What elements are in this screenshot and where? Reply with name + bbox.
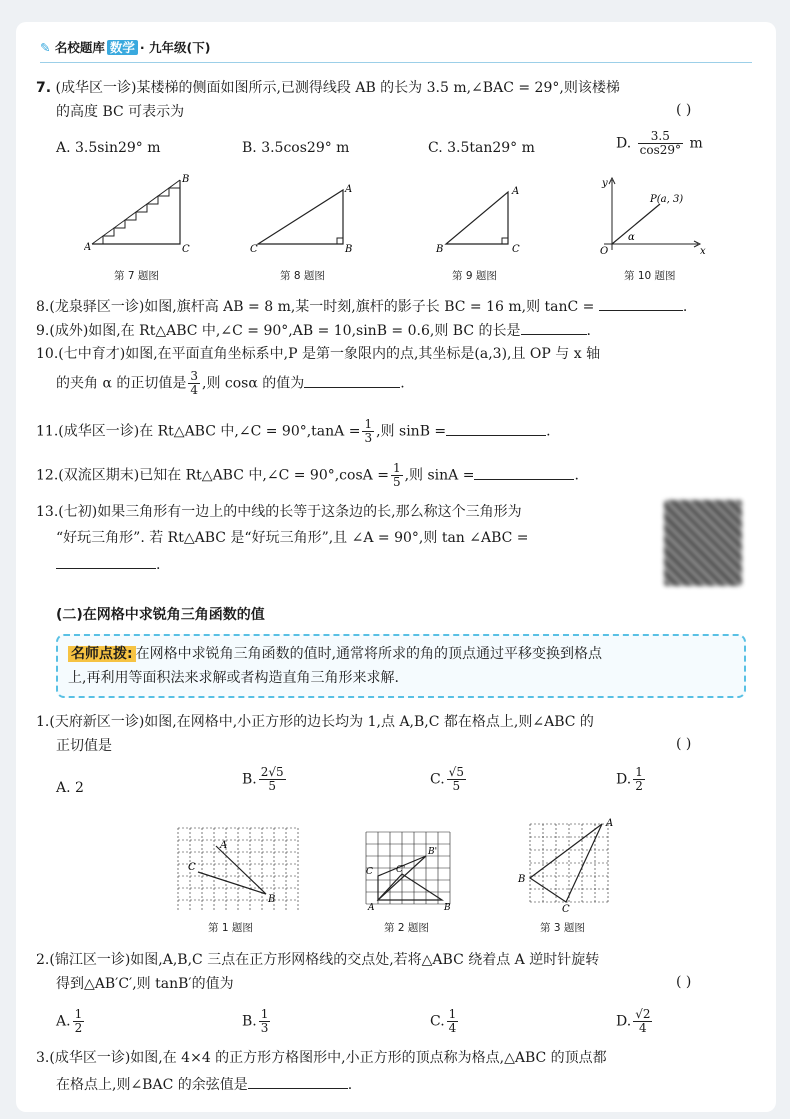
- fig10-label-alpha: α: [628, 232, 635, 243]
- q13-answer-blank[interactable]: [56, 554, 156, 569]
- fig8-label-c: C: [250, 244, 258, 254]
- question-8: 8.(龙泉驿区一诊)如图,旗杆高 AB = 8 m,某一时刻,旗杆的影子长 BC = 16 m,则 tanC = .: [36, 296, 687, 317]
- question-7-line1: 7. (成华区一诊)某楼梯的侧面如图所示,已测得线段 AB 的长为 3.5 m,∠BAC = 29°,则该楼梯: [36, 80, 620, 96]
- grid-question-2-line2: 得到△AB′C′,则 tanB′的值为: [56, 976, 234, 992]
- q12-answer-blank[interactable]: [474, 465, 574, 480]
- header-brand: 名校题库: [54, 40, 105, 55]
- question-12: 12.(双流区期末)已知在 Rt△ABC 中,∠C = 90°,cosA = $\frac{1}{5}$ ,则 sinA = .: [36, 461, 579, 489]
- g3-answer-blank[interactable]: [248, 1074, 348, 1089]
- question-13-line3: .: [56, 554, 160, 575]
- question-10-line2: 的夹角 α 的正切值是 $\frac{3}{4}$ ,则 cosα 的值为 .: [56, 369, 405, 397]
- q7-option-a: A. 3.5sin29° m: [56, 140, 161, 156]
- fig9-label-a: A: [512, 186, 520, 197]
- grid-question-1-line1: 1.(天府新区一诊)如图,在网格中,小正方形的边长均为 1,点 A,B,C 都在格点上,则∠ABC 的: [36, 714, 594, 730]
- grid-question-3-line2: 在格点上,则∠BAC 的余弦值是 .: [56, 1074, 352, 1095]
- section-title: (二)在网格中求锐角三角函数的值: [56, 607, 265, 623]
- answer-paren: ( ): [676, 736, 692, 752]
- q7-option-c: C. 3.5tan29° m: [428, 140, 535, 156]
- page-header: [40, 38, 210, 56]
- book-icon: ✎: [40, 40, 51, 55]
- q9-answer-blank[interactable]: [521, 320, 587, 335]
- fig7-label-a: A: [84, 242, 92, 252]
- header-subject: 数学: [107, 40, 138, 55]
- fig10-label-x: x: [700, 246, 706, 257]
- page: [16, 22, 776, 1112]
- g3-fig-label-b: B: [518, 874, 526, 885]
- figure-7-caption: 第 7 题图: [114, 270, 159, 282]
- g1-option-c: C. $\frac{√5}{5}$: [430, 765, 464, 793]
- figure-g2-grid: [362, 830, 454, 914]
- g2-option-a: A. $\frac{1}{2}$: [56, 1007, 83, 1035]
- tip-line1: 名师点拨: 在网格中求锐角三角函数的值时,通常将所求的角的顶点通过平移变换到格点: [68, 644, 602, 664]
- g2-fig-label-a: A: [368, 903, 375, 913]
- q11-answer-blank[interactable]: [446, 421, 546, 436]
- g1-option-b: B. $\frac{2√5}{5}$: [242, 765, 284, 793]
- figure-g1-grid: [176, 826, 306, 910]
- tip-label: 名师点拨:: [68, 646, 136, 662]
- q7-option-b: B. 3.5cos29° m: [242, 140, 350, 156]
- figure-10-coordinate: [590, 174, 710, 258]
- g1-fig-label-a: A: [220, 840, 228, 851]
- grid-question-2-line1: 2.(锦江区一诊)如图,A,B,C 三点在正方形网格线的交点处,若将△ABC 绕着点 A 逆时针旋转: [36, 952, 600, 968]
- g3-fig-label-a: A: [606, 818, 614, 829]
- tip-line2: 上,再利用等面积法来求解或者构造直角三角形来求解.: [68, 670, 399, 686]
- g1-fig-label-b: B: [268, 894, 276, 905]
- g2-fig-label-b: B: [444, 903, 451, 913]
- q8-answer-blank[interactable]: [599, 296, 683, 311]
- question-11: 11.(成华区一诊)在 Rt△ABC 中,∠C = 90°,tanA = $\frac{1}{3}$ ,则 sinB = .: [36, 417, 551, 445]
- figure-8-caption: 第 8 题图: [280, 270, 325, 282]
- qr-code-image[interactable]: [664, 500, 742, 586]
- g1-option-d: D. $\frac{1}{2}$: [616, 765, 643, 793]
- g2-option-b: B. $\frac{1}{3}$: [242, 1007, 269, 1035]
- header-divider: [40, 62, 752, 63]
- q10-answer-blank[interactable]: [304, 373, 400, 388]
- question-7-line2: 的高度 BC 可表示为: [56, 104, 185, 120]
- fig7-label-b: B: [182, 174, 190, 185]
- fig10-label-y: y: [602, 178, 608, 189]
- figure-g3-grid: [516, 816, 620, 912]
- figure-9-caption: 第 9 题图: [452, 270, 497, 282]
- answer-paren: ( ): [676, 974, 692, 990]
- question-9: 9.(成外)如图,在 Rt△ABC 中,∠C = 90°,AB = 10,sinB = 0.6,则 BC 的长是 .: [36, 320, 591, 341]
- g2-fig-label-cprime: C': [396, 865, 406, 875]
- header-grade: · 九年级(下): [139, 40, 211, 55]
- question-10-line1: 10.(七中育才)如图,在平面直角坐标系中,P 是第一象限内的点,其坐标是(a,3),且 OP 与 x 轴: [36, 346, 601, 362]
- figure-10-caption: 第 10 题图: [624, 270, 676, 282]
- fig9-label-b: B: [436, 244, 444, 254]
- g2-fig-label-c: C: [366, 867, 373, 877]
- fig8-label-b: B: [345, 244, 353, 254]
- figure-8-triangle: [248, 182, 358, 254]
- grid-question-3-line1: 3.(成华区一诊)如图,在 4×4 的正方形方格图形中,小正方形的顶点称为格点,△ABC 的顶点都: [36, 1050, 607, 1066]
- question-13-line2: “好玩三角形”. 若 Rt△ABC 是“好玩三角形”,且 ∠A = 90°,则 tan ∠ABC =: [56, 530, 529, 546]
- teacher-tip-box: [56, 634, 746, 698]
- g2-option-d: D. $\frac{√2}{4}$: [616, 1007, 651, 1035]
- g3-fig-label-c: C: [562, 904, 570, 912]
- fig9-label-c: C: [512, 244, 520, 254]
- grid-question-1-line2: 正切值是: [56, 738, 112, 754]
- g1-fig-label-c: C: [188, 862, 196, 873]
- fig7-label-c: C: [182, 244, 190, 252]
- g2-option-c: C. $\frac{1}{4}$: [430, 1007, 457, 1035]
- g1-option-a: A. 2: [56, 780, 84, 796]
- figure-g3-caption: 第 3 题图: [540, 922, 585, 934]
- answer-paren: ( ): [676, 102, 692, 118]
- g2-fig-label-bprime: B': [428, 847, 438, 857]
- fig8-label-a: A: [345, 184, 353, 195]
- fig10-label-o: O: [600, 246, 609, 257]
- figure-g1-caption: 第 1 题图: [208, 922, 253, 934]
- figure-g2-caption: 第 2 题图: [384, 922, 429, 934]
- figure-9-triangle: [432, 182, 522, 254]
- fig10-label-p: P(a, 3): [650, 194, 684, 205]
- figure-7-staircase: [84, 172, 194, 252]
- q7-option-d: D. $\frac{3.5}{\cos 29^\circ}$ m: [616, 129, 703, 157]
- question-13-line1: 13.(七初)如果三角形有一边上的中线的长等于这条边的长,那么称这个三角形为: [36, 504, 522, 520]
